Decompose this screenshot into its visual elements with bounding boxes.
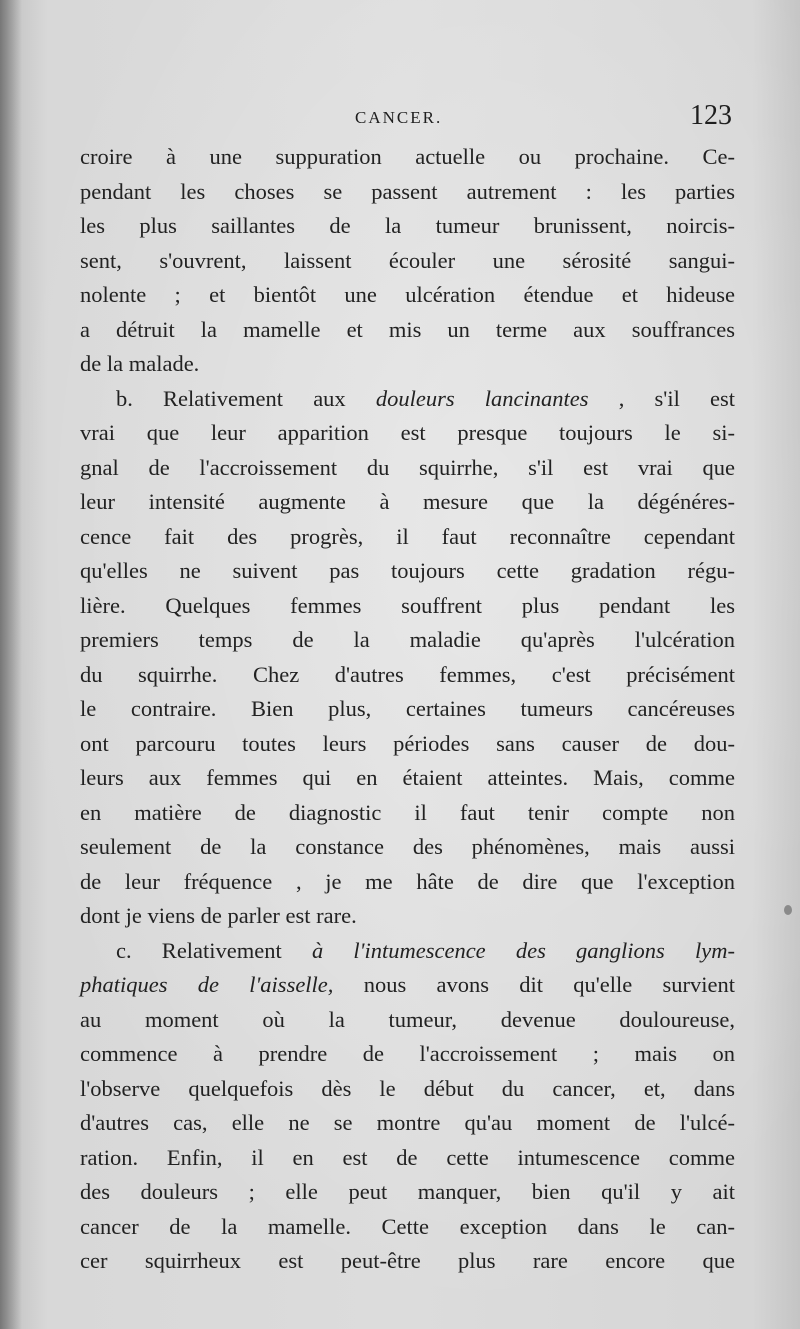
text-line: pendant les choses se passent autrement : les parties: [80, 178, 735, 204]
text-line: ont parcouru toutes leurs périodes sans causer de dou-: [80, 730, 735, 756]
text-line: sent, s'ouvrent, laissent écouler une sérosité sangui-: [80, 247, 735, 273]
italic-phrase: douleurs lancinantes: [375, 385, 589, 411]
text-segment: b. Relativement aux: [116, 385, 376, 411]
text-line: [80, 968, 735, 1003]
text-line: seulement de la constance des phénomènes, mais aussi: [80, 834, 735, 859]
running-head: [0, 100, 800, 140]
text-line: de la malade.: [80, 351, 200, 376]
gutter-shadow: [0, 0, 22, 1329]
text-line: d'autres cas, elle ne se montre qu'au moment de l'ulcé-: [80, 1110, 735, 1135]
text-line-c: [80, 934, 735, 969]
text-segment: , s'il est: [588, 385, 735, 411]
text-line: nolente ; et bientôt une ulcération étendue et hideuse: [80, 282, 735, 307]
page-number: 123: [690, 100, 732, 131]
text-line: gnal de l'accroissement du squirrhe, s'il est vrai que: [80, 454, 735, 480]
italic-phrase: phatiques de l'aisselle,: [80, 972, 334, 997]
italic-phrase: à l'intumescence des ganglions lym-: [311, 937, 735, 963]
text-line: a détruit la mamelle et mis un terme aux souffrances: [80, 316, 735, 342]
text-line: croire à une suppuration actuelle ou prochaine. Ce-: [80, 144, 735, 169]
text-line: vrai que leur apparition est presque toujours le si-: [80, 420, 735, 445]
text-line: dont je viens de parler est rare.: [80, 903, 357, 928]
paper-speck: [784, 905, 792, 915]
text-line: leur intensité augmente à mesure que la dégénéres-: [80, 489, 735, 514]
text-line: commence à prendre de l'accroissement ; mais on: [80, 1041, 735, 1066]
text-line: l'observe quelquefois dès le début du cancer, et, dans: [80, 1075, 735, 1101]
text-line: leurs aux femmes qui en étaient atteintes. Mais, comme: [80, 765, 735, 790]
text-segment: nous avons dit qu'elle survient: [333, 972, 735, 997]
body-text: [80, 140, 735, 1279]
text-line: cancer de la mamelle. Cette exception dans le can-: [80, 1213, 735, 1239]
text-line: au moment où la tumeur, devenue douloureuse,: [80, 1006, 735, 1032]
text-segment: c. Relativement: [116, 937, 312, 963]
text-line: cence fait des progrès, il faut reconnaître cependant: [80, 523, 735, 549]
text-line: du squirrhe. Chez d'autres femmes, c'est précisément: [80, 661, 735, 687]
text-line: le contraire. Bien plus, certaines tumeurs cancéreuses: [80, 696, 735, 721]
text-line: cer squirrheux est peut-être plus rare encore que: [80, 1248, 735, 1273]
text-line: en matière de diagnostic il faut tenir compte non: [80, 799, 735, 825]
running-title: CANCER.: [355, 108, 443, 127]
text-line: ration. Enfin, il en est de cette intumescence comme: [80, 1144, 735, 1170]
text-line: qu'elles ne suivent pas toujours cette gradation régu-: [80, 558, 735, 583]
text-line-b: [80, 382, 735, 417]
text-line: des douleurs ; elle peut manquer, bien qu'il y ait: [80, 1179, 735, 1204]
text-line: premiers temps de la maladie qu'après l'ulcération: [80, 627, 735, 652]
text-line: les plus saillantes de la tumeur brunissent, noircis-: [80, 213, 735, 238]
text-line: de leur fréquence , je me hâte de dire que l'exception: [80, 868, 735, 894]
text-line: lière. Quelques femmes souffrent plus pendant les: [80, 592, 735, 618]
